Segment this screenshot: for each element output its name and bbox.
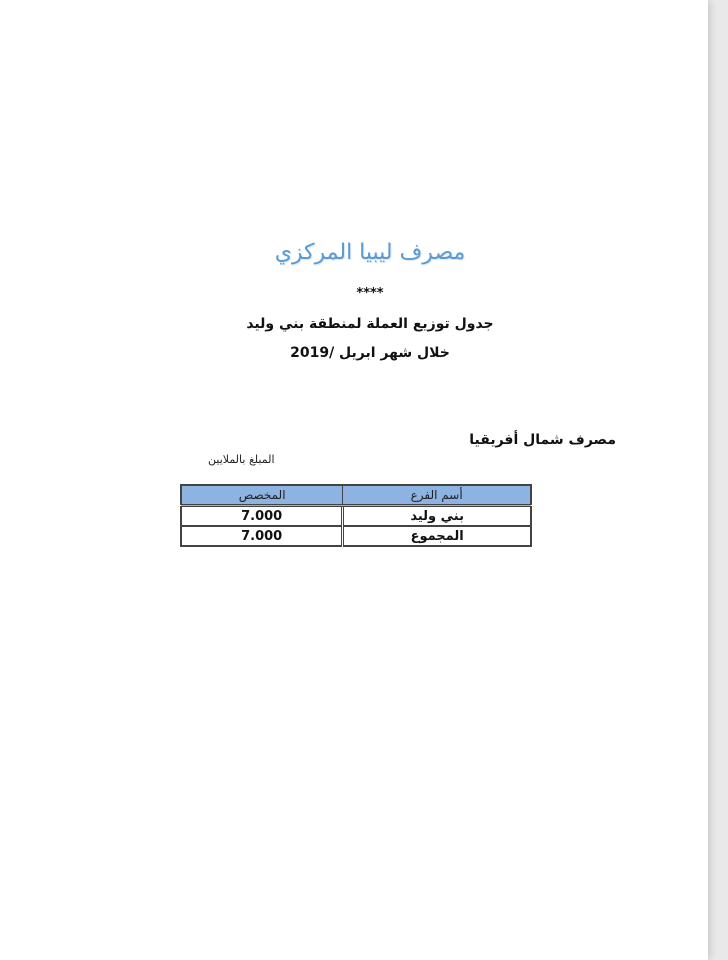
header-allocation: المخصص [181, 485, 343, 506]
subtitle-distribution: جدول توزيع العملة لمنطقة بني وليد [246, 316, 494, 332]
header-branch-name: أسم الفرع [343, 485, 531, 506]
allocation-cell: 7.000 [181, 506, 343, 527]
subtitle-period: خلال شهر ابريل /2019 [290, 345, 450, 361]
bank-title: مصرف ليبيا المركزي [274, 240, 466, 265]
total-label-cell: المجموع [343, 526, 531, 546]
table-header-row [181, 485, 531, 506]
total-row [181, 526, 531, 546]
branch-name-cell: بني وليد [343, 506, 531, 527]
unit-note: المبلغ بالملايين [208, 453, 275, 466]
total-value-cell: 7.000 [181, 526, 343, 546]
bank-name: مصرف شمال أفريقيا [469, 432, 616, 448]
distribution-table [180, 484, 532, 547]
table-row [181, 506, 531, 527]
stars-separator: **** [356, 286, 384, 301]
